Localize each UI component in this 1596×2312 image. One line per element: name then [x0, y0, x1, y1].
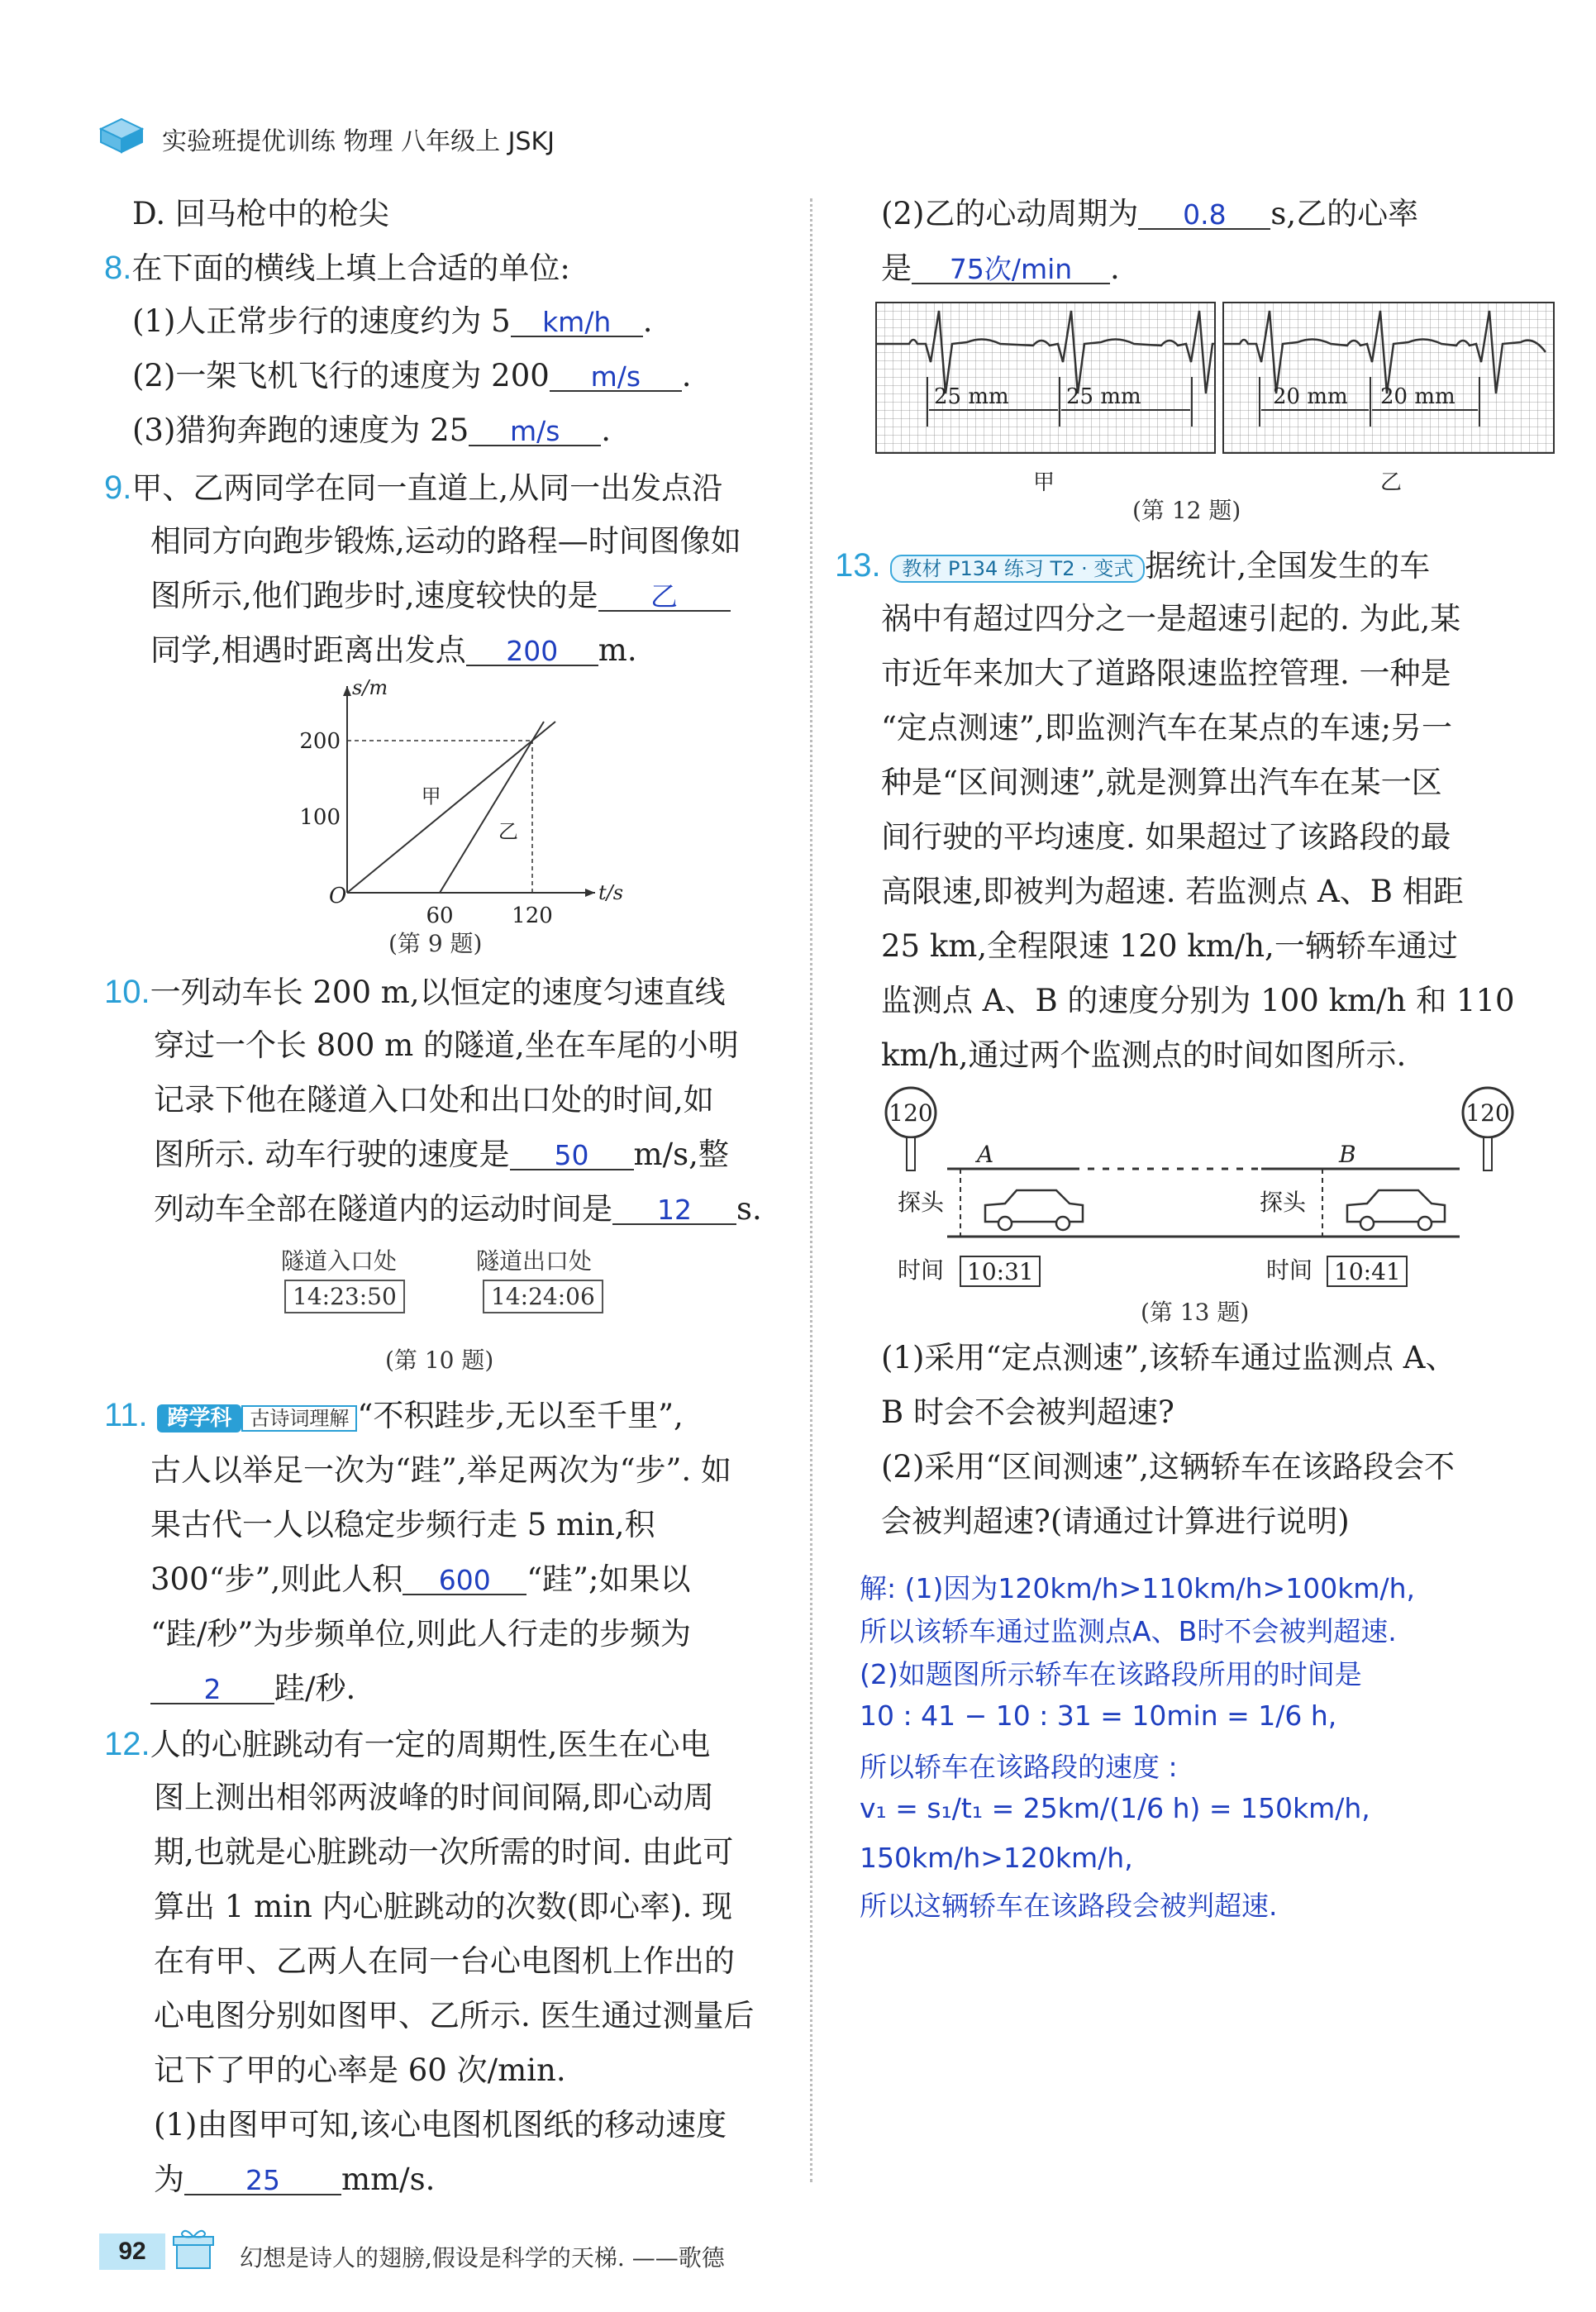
q12-line6: 心电图分别如图甲、乙所示. 医生通过测量后 — [154, 1998, 755, 2033]
probe-label-a: 探头 — [898, 1189, 945, 1216]
solution-line7: 150km/h>120km/h, — [860, 1842, 1133, 1874]
q11-tag-cross-subject: 跨学科 — [157, 1404, 241, 1432]
q13-caption: (第 13 题) — [1141, 1299, 1250, 1326]
q12-answer1[interactable]: 25 — [184, 2167, 341, 2195]
y-axis-arrow — [343, 686, 351, 696]
q8-part3: (3)猎狗奔跑的速度为 25 m/s . — [132, 412, 612, 448]
series-label-yi: 乙 — [498, 819, 518, 843]
q13-line7: 高限速,即被判为超速. 若监测点 A、B 相距 — [881, 874, 1464, 909]
q13-sub1-line1: (1)采用“定点测速”,该轿车通过监测点 A、 — [881, 1340, 1456, 1375]
q12-line4: 算出 1 min 内心脏跳动的次数(即心率). 现 — [154, 1889, 732, 1924]
q12-number: 12. — [104, 1726, 150, 1762]
ecg-chart-a — [876, 303, 1215, 453]
page-number: 92 — [99, 2233, 165, 2270]
svg-text:120: 120 — [1465, 1099, 1510, 1127]
q12-line9: 为 25 mm/s. — [154, 2162, 436, 2197]
q13-line6: 间行驶的平均速度. 如果超过了该路段的最 — [881, 819, 1451, 855]
ecg-label-b: 乙 — [1380, 470, 1403, 495]
header-cube-icon — [98, 116, 145, 155]
q11-line2: 古人以举足一次为“跬”,举足两次为“步”. 如 — [150, 1452, 731, 1488]
q12-line1: 12.人的心脏跳动有一定的周期性,医生在心电 — [104, 1726, 711, 1762]
q9-number: 9. — [104, 470, 132, 506]
q10-line5: 列动车全部在隧道内的运动时间是 12 s. — [154, 1191, 762, 1227]
footer-quote: 幻想是诗人的翅膀,假设是科学的天梯. ——歌德 — [240, 2244, 725, 2271]
x-axis-arrow — [585, 889, 595, 897]
q9-line2: 相同方向跑步锻炼,运动的路程—时间图像如 — [150, 523, 741, 559]
q8-answer3[interactable]: m/s — [469, 417, 601, 446]
tunnel-entry-label: 隧道入口处 — [281, 1247, 398, 1275]
q13-number: 13. — [835, 547, 881, 584]
series-label-jia: 甲 — [421, 784, 441, 808]
road-diagram — [881, 1083, 1526, 1289]
q11-line3: 果古代一人以稳定步频行走 5 min,积 — [150, 1507, 655, 1542]
svg-text:120: 120 — [889, 1099, 933, 1127]
speed-sign-b — [1463, 1088, 1513, 1170]
ecg-a-dim1: 25 mm — [934, 384, 1009, 409]
y-tick-label: 100 — [299, 805, 341, 830]
column-divider — [810, 198, 812, 2182]
q12-line7: 记下了甲的心率是 60 次/min. — [154, 2052, 566, 2088]
q12-line2: 图上测出相邻两波峰的时间间隔,即心动周 — [154, 1780, 714, 1815]
q10-number: 10. — [104, 974, 150, 1010]
q13-line9: 监测点 A、B 的速度分别为 100 km/h 和 110 — [881, 983, 1515, 1018]
solution-line8: 所以这辆轿车在该路段会被判超速. — [860, 1890, 1278, 1922]
speed-sign-a — [886, 1088, 936, 1170]
solution-line6: v₁ = s₁/t₁ = 25km/(1/6 h) = 150km/h, — [860, 1792, 1370, 1824]
ecg-figure — [876, 303, 1554, 517]
solution-line4: 10 : 41 − 10 : 31 = 10min = 1/6 h, — [860, 1699, 1337, 1732]
q8-answer1[interactable]: km/h — [511, 308, 643, 337]
q7-option-d: D. 回马枪中的枪尖 — [132, 196, 389, 231]
time-label-a: 时间 — [898, 1256, 945, 1284]
solution-line5: 所以轿车在该路段的速度 : — [860, 1751, 1178, 1783]
q9-chart — [289, 676, 624, 928]
q13-line8: 25 km,全程限速 120 km/h,一辆轿车通过 — [881, 928, 1458, 964]
q11-tag-poetry: 古诗词理解 — [241, 1405, 357, 1432]
q9-answer1[interactable]: 乙 — [598, 583, 731, 612]
solution-line3: (2)如题图所示轿车在该路段所用的时间是 — [860, 1658, 1362, 1690]
x-tick-label: 60 — [426, 903, 454, 928]
point-a-label: A — [977, 1141, 994, 1168]
q10-caption: (第 10 题) — [385, 1347, 494, 1374]
q12-part2-line1: (2)乙的心动周期为 0.8 s,乙的心率 — [881, 196, 1419, 231]
solution-line2: 所以该轿车通过监测点A、B时不会被判超速. — [860, 1615, 1397, 1647]
ecg-b-dim1: 20 mm — [1273, 384, 1348, 409]
ecg-b-dim2: 20 mm — [1380, 384, 1455, 409]
q12-line3: 期,也就是心脏跳动一次所需的时间. 由此可 — [154, 1834, 734, 1870]
q8-number: 8. — [104, 250, 132, 286]
y-axis-label: s/m — [352, 676, 388, 699]
q11-answer1[interactable]: 600 — [403, 1566, 526, 1595]
q12-line5: 在有甲、乙两人在同一台心电图机上作出的 — [154, 1943, 735, 1979]
q10-answer1[interactable]: 50 — [510, 1142, 634, 1170]
q11-line6: 2 跬/秒. — [150, 1673, 355, 1704]
x-axis-label: t/s — [598, 881, 624, 904]
solution-line1: 解: (1)因为120km/h>110km/h>100km/h, — [860, 1572, 1415, 1604]
q10-line1: 10.一列动车长 200 m,以恒定的速度匀速直线 — [104, 974, 726, 1010]
q10-answer2[interactable]: 12 — [612, 1196, 736, 1225]
series-line-yi — [440, 722, 544, 893]
q13-line1: 13. 教材 P134 练习 T2 · 变式 据统计,全国发生的车 — [835, 547, 1431, 584]
car-b-icon — [1347, 1190, 1445, 1230]
q13-line2: 祸中有超过四分之一是超速引起的. 为此,某 — [881, 601, 1461, 636]
q11-line5: “跬/秒”为步频单位,则此人行走的步频为 — [150, 1616, 692, 1652]
q12-caption: (第 12 题) — [1132, 497, 1241, 524]
q8-answer2[interactable]: m/s — [550, 363, 682, 392]
series-line-jia — [347, 722, 555, 893]
header-title: 实验班提优训练 物理 八年级上 JSKJ — [162, 127, 555, 156]
q8-part1: (1)人正常步行的速度约为 5 km/h . — [132, 303, 653, 339]
q10-line4: 图所示. 动车行驶的速度是 50 m/s,整 — [154, 1137, 729, 1172]
q13-sub2-line1: (2)采用“区间测速”,这辆轿车在该路段会不 — [881, 1449, 1455, 1485]
q12-line8: (1)由图甲可知,该心电图机图纸的移动速度 — [154, 2107, 727, 2143]
q10-line3: 记录下他在隧道入口处和出口处的时间,如 — [154, 1082, 714, 1118]
q12-part2-line2: 是 75次/min . — [881, 250, 1120, 286]
q12-answer2[interactable]: 0.8 — [1138, 201, 1270, 230]
point-b-label: B — [1339, 1141, 1356, 1168]
q11-answer2[interactable]: 2 — [150, 1676, 274, 1704]
q13-line3: 市近年来加大了道路限速监控管理. 一种是 — [881, 655, 1451, 691]
q13-line4: “定点测速”,即监测汽车在某点的车速;另一 — [881, 710, 1453, 746]
y-tick-label: 200 — [299, 729, 341, 754]
q13-line5: 种是“区间测速”,就是测算出汽车在某一区 — [881, 765, 1442, 800]
q9-line4: 同学,相遇时距离出发点 200 m. — [150, 632, 637, 668]
origin-label: O — [329, 884, 347, 908]
q11-line1: 11. 跨学科 古诗词理解 “不积跬步,无以至千里”, — [104, 1397, 684, 1433]
car-a-icon — [985, 1190, 1083, 1230]
tunnel-exit-label: 隧道出口处 — [476, 1247, 593, 1275]
q9-answer2[interactable]: 200 — [466, 637, 598, 666]
q9-caption: (第 9 题) — [388, 930, 483, 957]
time-label-b: 时间 — [1266, 1256, 1313, 1284]
q8-stem: 8.在下面的横线上填上合适的单位: — [104, 250, 570, 286]
q13-sub2-line2: 会被判超速?(请通过计算进行说明) — [881, 1504, 1350, 1539]
x-tick-label: 120 — [512, 903, 553, 928]
tunnel-entry-time: 14:23:50 — [284, 1280, 405, 1313]
q12-answer3[interactable]: 75次/min — [912, 255, 1110, 284]
ecg-label-a: 甲 — [1033, 470, 1055, 495]
q9-line1: 9.甲、乙两同学在同一直道上,从同一出发点沿 — [104, 470, 723, 506]
ecg-a-dim2: 25 mm — [1066, 384, 1141, 409]
probe-label-b: 探头 — [1260, 1189, 1307, 1216]
q13-sub1-line2: B 时会不会被判超速? — [881, 1394, 1174, 1430]
q13-textbook-tag: 教材 P134 练习 T2 · 变式 — [890, 555, 1145, 583]
ecg-chart-b — [1223, 303, 1554, 453]
time-b: 10:41 — [1334, 1258, 1401, 1285]
q9-line3: 图所示,他们跑步时,速度较快的是 乙 — [150, 580, 731, 612]
time-a: 10:31 — [967, 1258, 1034, 1285]
gift-box-icon — [170, 2227, 220, 2273]
q11-number: 11. — [104, 1397, 148, 1433]
q10-line2: 穿过一个长 800 m 的隧道,坐在车尾的小明 — [154, 1027, 739, 1063]
tunnel-exit-time: 14:24:06 — [483, 1280, 603, 1313]
q11-line4: 300“步”,则此人积 600 “跬”;如果以 — [150, 1561, 691, 1597]
q8-part2: (2)一架飞机飞行的速度为 200 m/s . — [132, 358, 692, 393]
q13-line10: km/h,通过两个监测点的时间如图所示. — [881, 1037, 1407, 1073]
